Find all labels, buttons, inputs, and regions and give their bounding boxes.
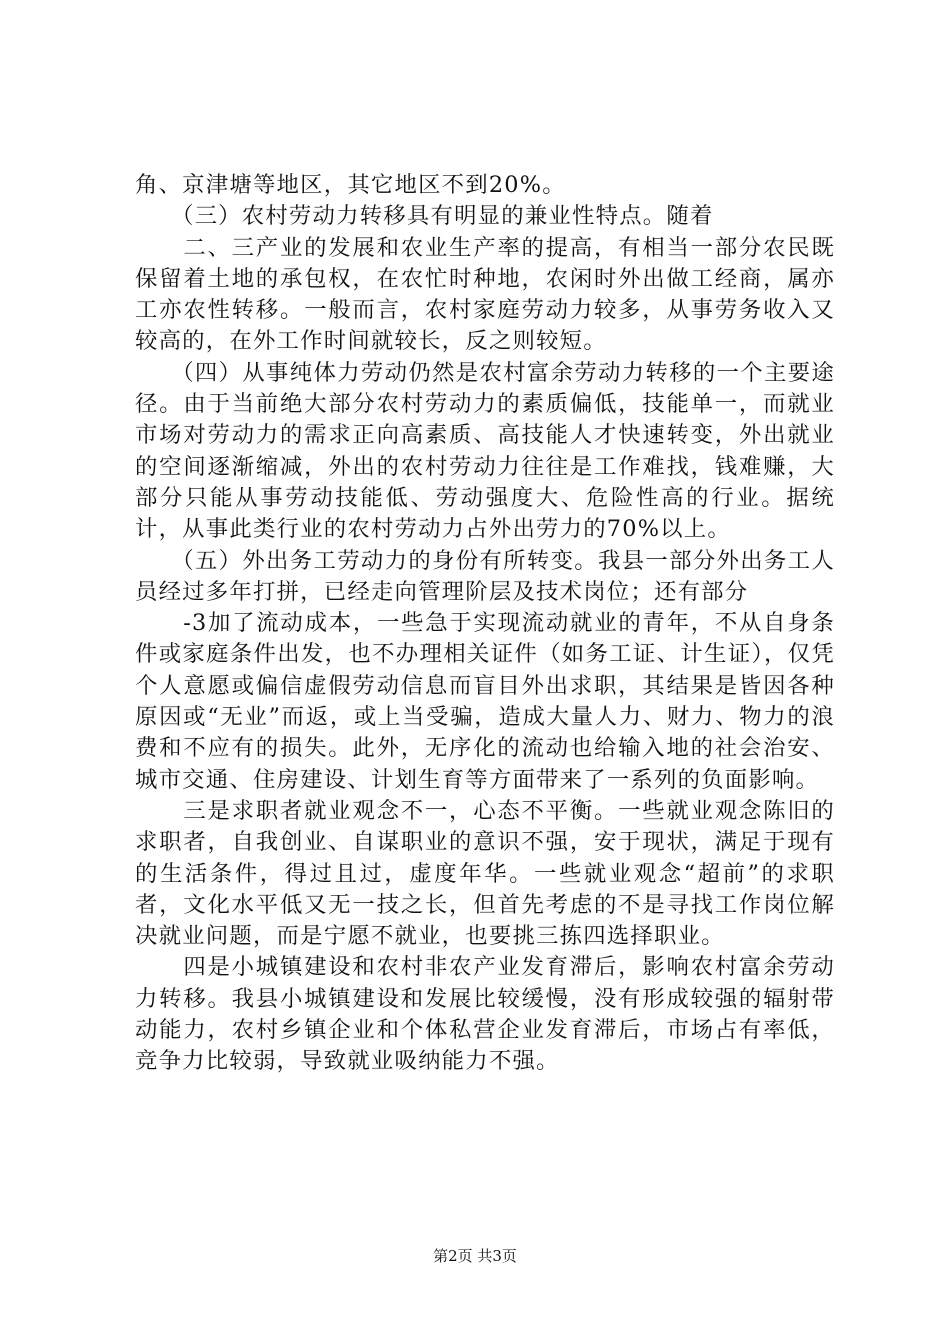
paragraph: （四）从事纯体力劳动仍然是农村富余劳动力转移的一个主要途径。由于当前绝大部分农村劳动力的素质偏低，技能单一，而就业市场对劳动力的需求正向高素质、高技能人才快速转变，外出就业的空间逐渐缩减，外出的农村劳动力往往是工作难找，钱难赚，大部分只能从事劳动技能低、劳动强度大、危险性高的行业。据统计，从事此类行业的农村劳动力占外出劳力的70%以上。: [135, 359, 835, 543]
paragraph: 四是小城镇建设和农村非农产业发育滞后，影响农村富余劳动力转移。我县小城镇建设和发展比较缓慢，没有形成较强的辐射带动能力，农村乡镇企业和个体私营企业发育滞后，市场占有率低，竞争力比较弱，导致就业吸纳能力不强。: [135, 954, 835, 1075]
page-number-footer: 第2页 共3页: [433, 1247, 517, 1265]
paragraph: 角、京津塘等地区，其它地区不到20%。: [135, 172, 566, 198]
paragraph: 二、三产业的发展和农业生产率的提高，有相当一部分农民既保留着土地的承包权，在农忙时种地，农闲时外出做工经商，属亦工亦农性转移。一般而言，农村家庭劳动力较多，从事劳务收入又较高的，在外工作时间就较长，反之则较短。: [135, 234, 835, 355]
paragraph: （三）农村劳动力转移具有明显的兼业性特点。随着: [135, 203, 714, 230]
paragraph: （五）外出务工劳动力的身份有所转变。我县一部分外出务工人员经过多年打拼，已经走向管理阶层及技术岗位；还有部分: [135, 547, 835, 605]
document-body: [135, 170, 835, 1078]
paragraph: 三是求职者就业观念不一，心态不平衡。一些就业观念陈旧的求职者，自我创业、自谋职业的意识不强，安于现状，满足于现有的生活条件，得过且过，虚度年华。一些就业观念“超前”的求职者，文化水平低又无一技之长，但首先考虑的不是寻找工作岗位解决就业问题，而是宁愿不就业，也要挑三拣四选择职业。: [135, 797, 835, 950]
paragraph: -3加了流动成本，一些急于实现流动就业的青年，不从自身条件或家庭条件出发，也不办理相关证件（如务工证、计生证），仅凭个人意愿或偏信虚假劳动信息而盲目外出求职，其结果是皆因各种原因或“无业”而返，或上当受骗，造成大量人力、财力、物力的浪费和不应有的损失。此外，无序化的流动也给输入地的社会治安、城市交通、住房建设、计划生育等方面带来了一系列的负面影响。: [135, 610, 835, 793]
